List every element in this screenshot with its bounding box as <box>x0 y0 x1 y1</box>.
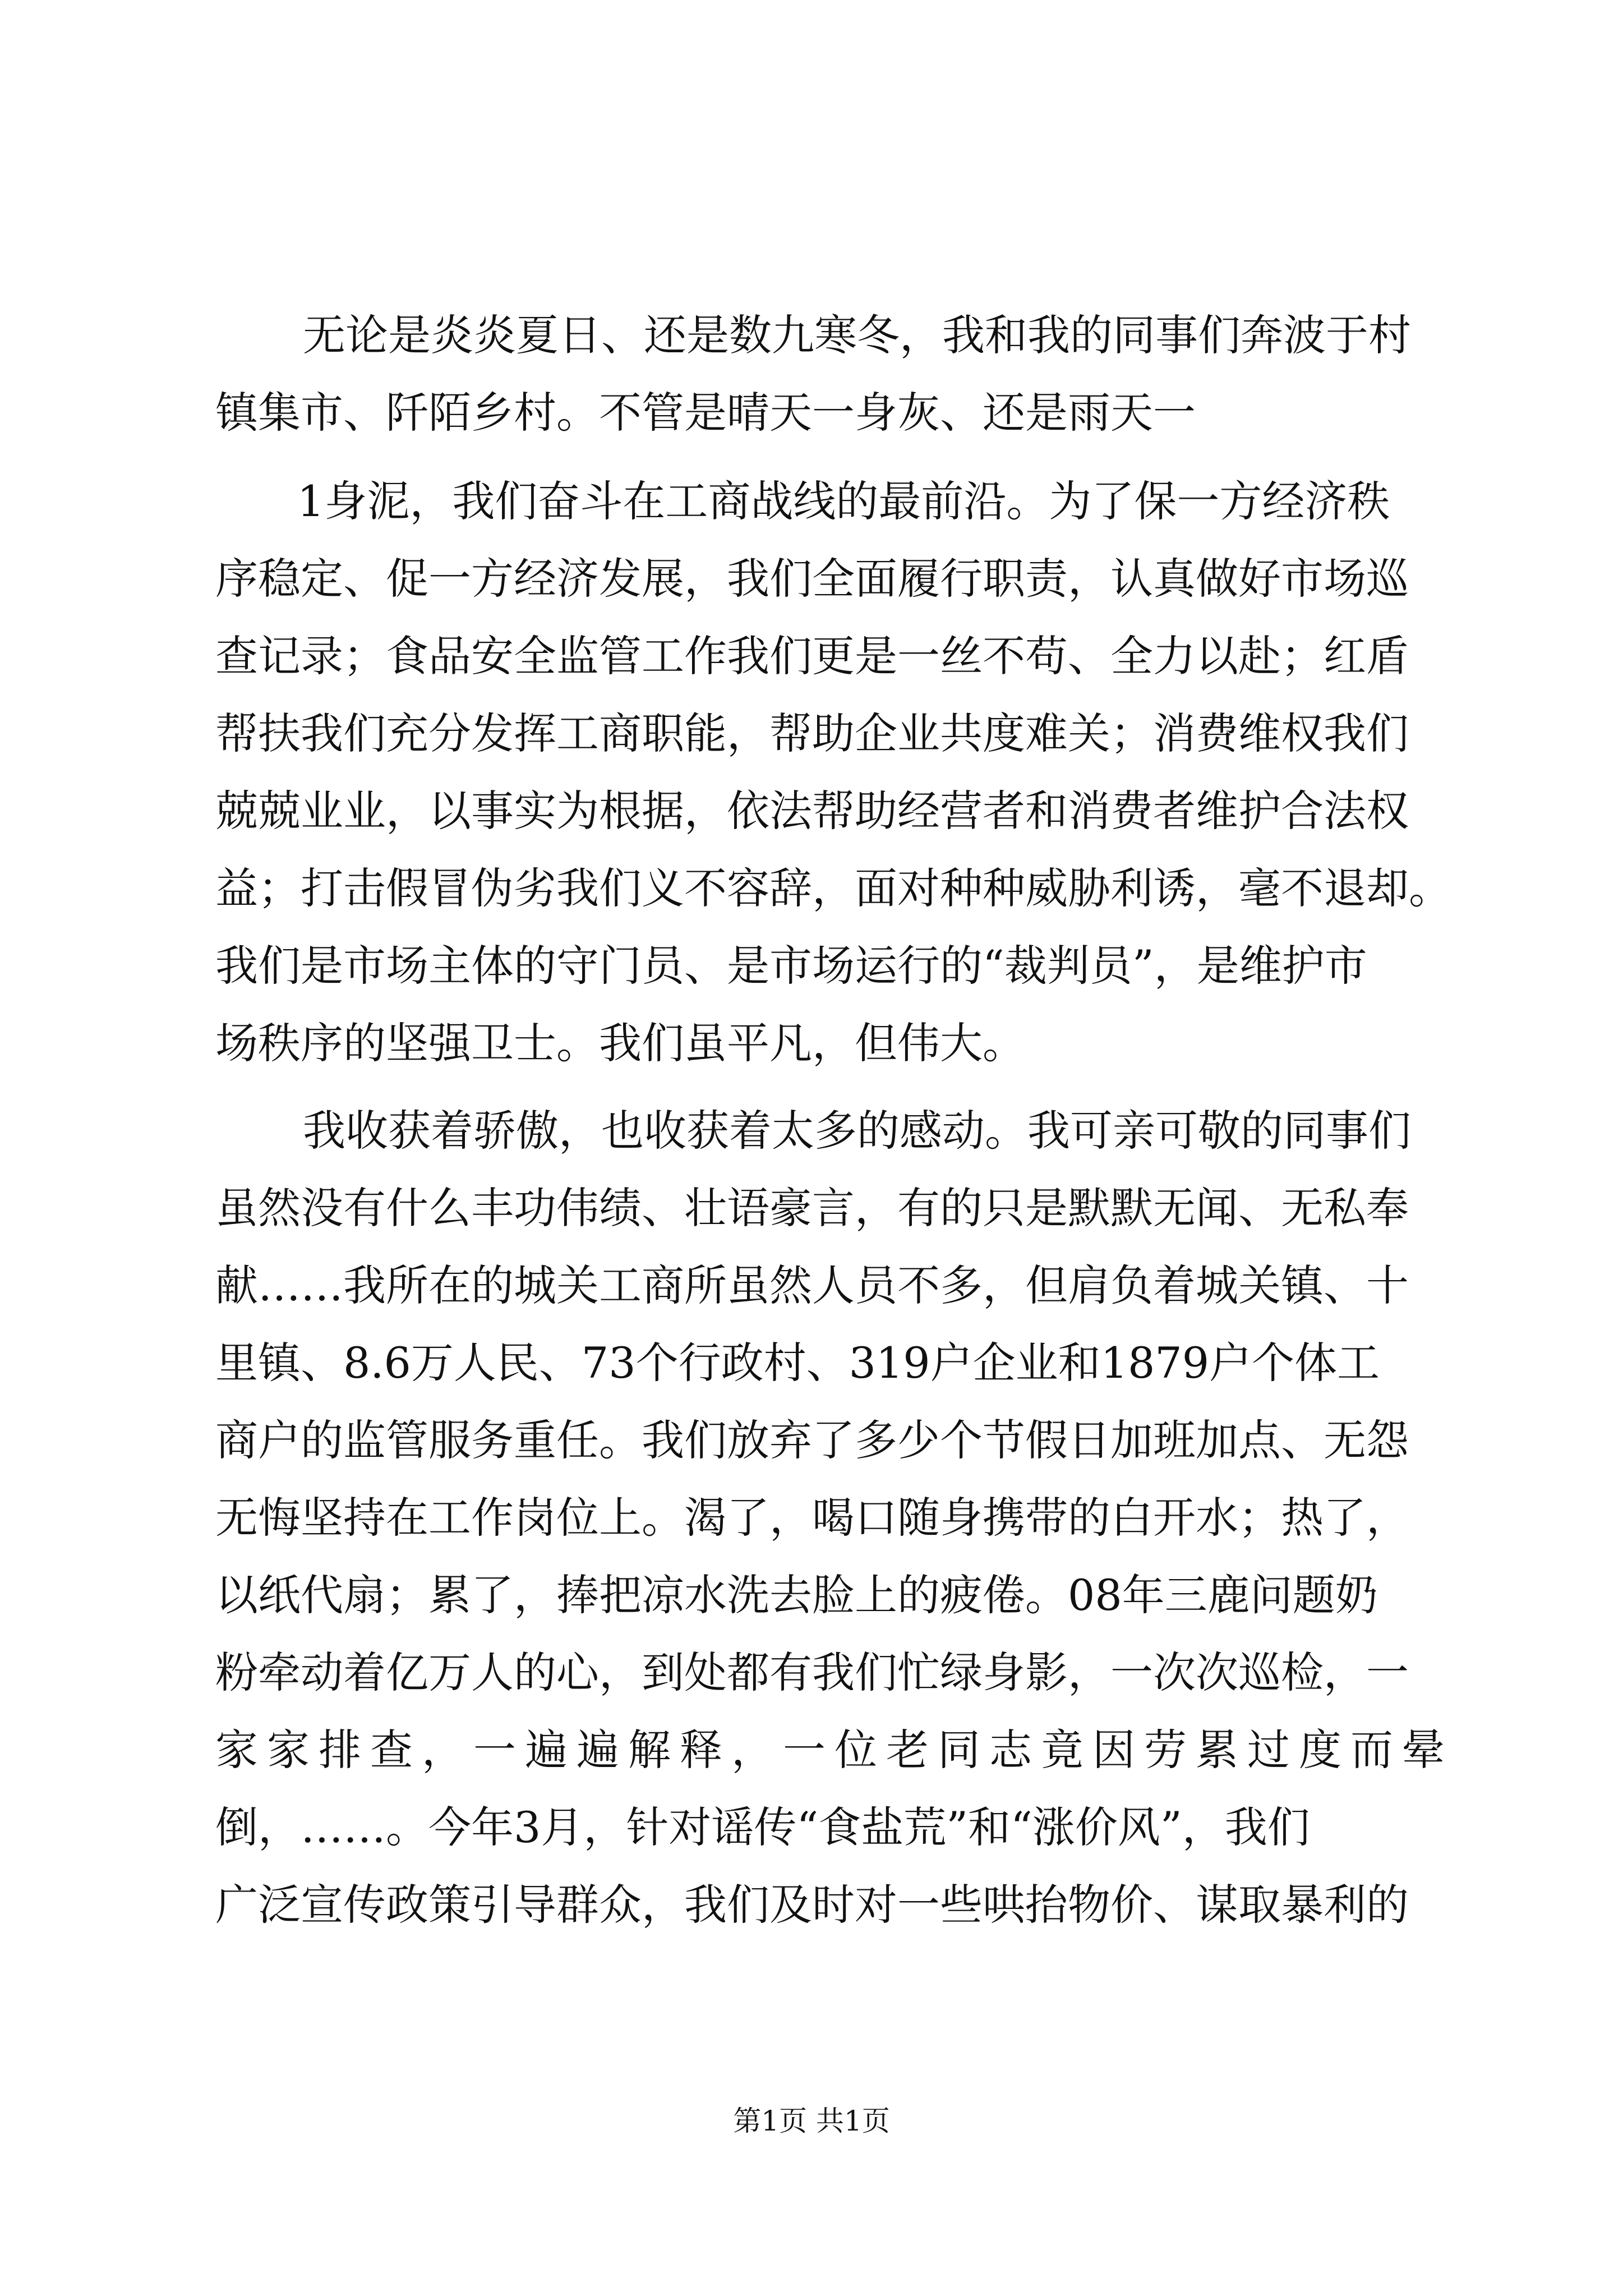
body-line: 无悔坚持在工作岗位上。渴了，喝口随身携带的白开水；热了， <box>215 1493 1409 1543</box>
body-line: 倒，……。今年3月，针对谣传“食盐荒”和“涨价风”，我们 <box>215 1802 1310 1852</box>
page-footer: 第1页 共1页 <box>733 2105 890 2137</box>
body-line: 以纸代扇；累了，捧把凉水洗去脸上的疲倦。08年三鹿问题奶 <box>215 1570 1378 1620</box>
body-line: 我们是市场主体的守门员、是市场运行的“裁判员”，是维护市 <box>215 941 1367 991</box>
body-line: 查记录；食品安全监管工作我们更是一丝不苟、全力以赴；红盾 <box>215 631 1409 681</box>
body-line: 1身泥，我们奋斗在工商战线的最前沿。为了保一方经济秩 <box>297 476 1390 526</box>
body-line: 兢兢业业，以事实为根据，依法帮助经营者和消费者维护合法权 <box>215 786 1409 836</box>
body-line: 帮扶我们充分发挥工商职能，帮助企业共度难关；消费维权我们 <box>215 708 1409 758</box>
body-line: 无论是炎炎夏日、还是数九寒冬，我和我的同事们奔波于村 <box>303 310 1411 360</box>
body-line: 虽然没有什么丰功伟绩、壮语豪言，有的只是默默无闻、无私奉 <box>215 1183 1409 1233</box>
body-line: 献……我所在的城关工商所虽然人员不多，但肩负着城关镇、十 <box>215 1260 1409 1310</box>
body-line: 序稳定、促一方经济发展，我们全面履行职责，认真做好市场巡 <box>215 554 1409 604</box>
body-line: 家家排查，一遍遍解释，一位老同志竟因劳累过度而晕 <box>215 1725 1454 1775</box>
body-line: 粉牵动着亿万人的心，到处都有我们忙绿身影，一次次巡检，一 <box>215 1648 1409 1697</box>
body-line: 商户的监管服务重任。我们放弃了多少个节假日加班加点、无怨 <box>215 1415 1409 1465</box>
body-line: 里镇、8.6万人民、73个行政村、319户企业和1879户个体工 <box>215 1338 1380 1388</box>
body-line: 场秩序的坚强卫士。我们虽平凡，但伟大。 <box>215 1018 1025 1068</box>
body-line: 镇集市、阡陌乡村。不管是晴天一身灰、还是雨天一 <box>215 388 1196 438</box>
body-line: 益；打击假冒伪劣我们义不容辞，面对种种威胁利诱，毫不退却。 <box>215 863 1451 913</box>
body-line: 广泛宣传政策引导群众，我们及时对一些哄抬物价、谋取暴利的 <box>215 1880 1409 1930</box>
body-line: 我收获着骄傲，也收获着太多的感动。我可亲可敬的同事们 <box>303 1106 1411 1156</box>
